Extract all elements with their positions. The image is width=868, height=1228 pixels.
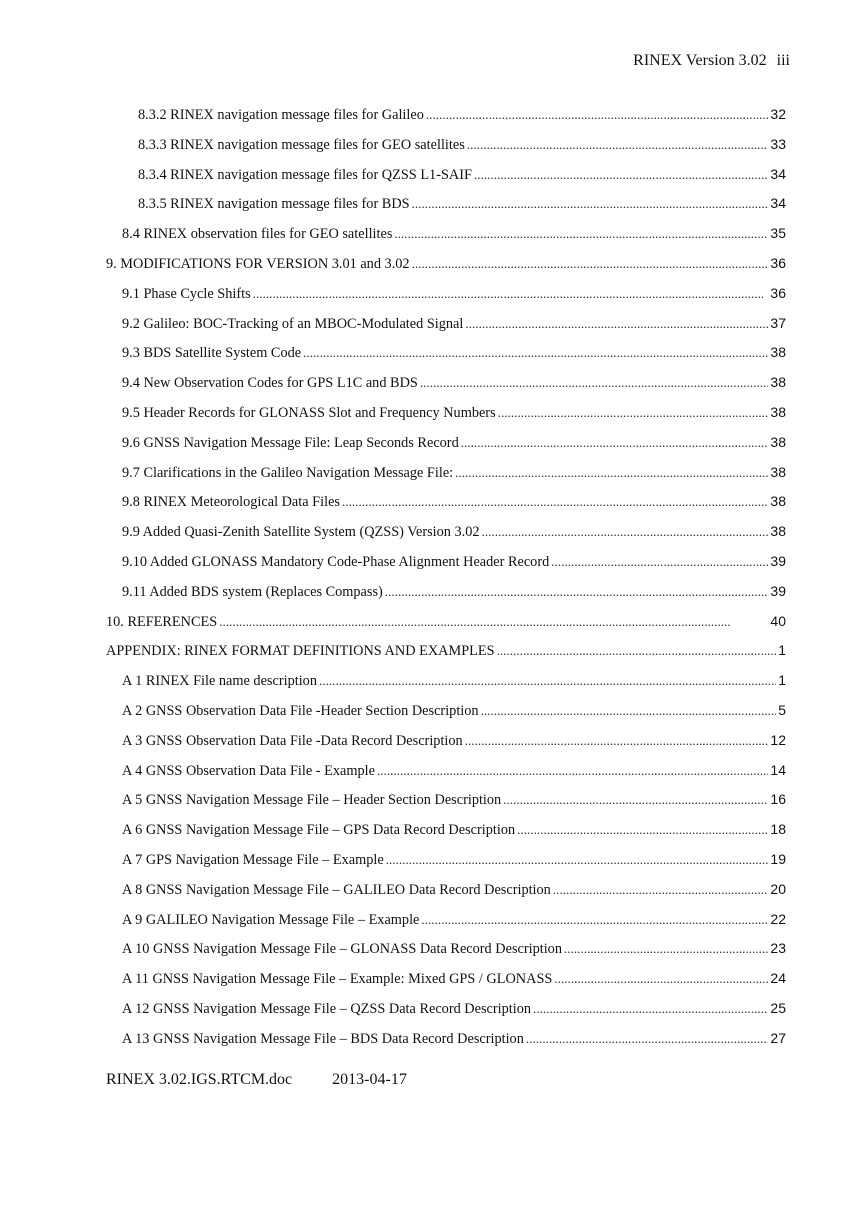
toc-leader-dots — [564, 941, 768, 958]
toc-entry-title: A 3 GNSS Observation Data File -Data Record Description — [122, 732, 463, 749]
toc-entry[interactable] — [106, 702, 786, 732]
toc-entry-title: A 11 GNSS Navigation Message File – Example: Mixed GPS / GLONASS — [122, 971, 553, 988]
toc-entry-page-number: 19 — [770, 850, 786, 867]
toc-leader-dots — [394, 226, 768, 243]
toc-entry-page-number: 22 — [770, 910, 786, 927]
toc-entry-title: A 8 GNSS Navigation Message File – GALILEO Data Record Description — [122, 881, 551, 898]
header-page-number: iii — [776, 52, 790, 69]
toc-leader-dots — [551, 554, 768, 571]
toc-leader-dots — [219, 614, 768, 631]
toc-leader-dots — [533, 1001, 768, 1018]
toc-entry[interactable] — [106, 464, 786, 494]
toc-entry-page-number: 39 — [770, 552, 786, 569]
toc-entry-page-number: 38 — [770, 523, 786, 540]
toc-entry[interactable] — [106, 1000, 786, 1030]
toc-entry[interactable] — [106, 553, 786, 583]
toc-entry-title: 9.7 Clarifications in the Galileo Navigation Message File: — [122, 464, 454, 481]
toc-entry[interactable] — [106, 940, 786, 970]
toc-entry-title: APPENDIX: RINEX FORMAT DEFINITIONS AND EXAMPLES — [106, 643, 495, 660]
toc-entry-page-number: 38 — [770, 433, 786, 450]
toc-entry-page-number: 18 — [770, 821, 786, 838]
toc-entry[interactable] — [106, 285, 786, 315]
toc-entry-page-number: 16 — [770, 791, 786, 808]
toc-entry-title: 9.6 GNSS Navigation Message File: Leap Seconds Record — [122, 434, 459, 451]
toc-entry[interactable] — [106, 613, 786, 643]
toc-leader-dots — [497, 643, 777, 660]
toc-entry-page-number: 27 — [770, 1029, 786, 1046]
toc-entry-title: 9.3 BDS Satellite System Code — [122, 345, 302, 362]
toc-entry-title: 9.9 Added Quasi-Zenith Satellite System (QZSS) Version 3.02 — [122, 524, 480, 541]
toc-entry-title: A 2 GNSS Observation Data File -Header Section Description — [122, 702, 479, 719]
toc-entry[interactable] — [106, 225, 786, 255]
toc-entry-page-number: 40 — [770, 612, 786, 629]
toc-entry[interactable] — [106, 762, 786, 792]
toc-entry-title: 9.4 New Observation Codes for GPS L1C and BDS — [122, 375, 418, 392]
toc-entry-title: 9.8 RINEX Meteorological Data Files — [122, 494, 340, 511]
toc-entry[interactable] — [106, 911, 786, 941]
toc-entry-title: 9.2 Galileo: BOC-Tracking of an MBOC-Modulated Signal — [122, 315, 464, 332]
toc-entry-page-number: 38 — [770, 403, 786, 420]
toc-entry-page-number: 39 — [770, 582, 786, 599]
toc-leader-dots — [461, 435, 769, 452]
toc-entry-page-number: 38 — [770, 493, 786, 510]
footer-filename: RINEX 3.02.IGS.RTCM.doc — [106, 1071, 293, 1088]
toc-entry-title: 9. MODIFICATIONS FOR VERSION 3.01 and 3.02 — [106, 255, 410, 272]
toc-entry[interactable] — [106, 493, 786, 523]
toc-entry[interactable] — [106, 434, 786, 464]
toc-entry[interactable] — [106, 106, 786, 136]
toc-entry-page-number: 33 — [770, 135, 786, 152]
toc-entry-title: 8.4 RINEX observation files for GEO satellites — [122, 226, 393, 243]
toc-entry-title: A 9 GALILEO Navigation Message File – Example — [122, 911, 420, 928]
toc-entry-page-number: 5 — [778, 701, 786, 718]
toc-entry-page-number: 24 — [770, 970, 786, 987]
toc-entry[interactable] — [106, 1030, 786, 1060]
toc-leader-dots — [554, 971, 768, 988]
toc-entry[interactable] — [106, 732, 786, 762]
toc-entry-page-number: 1 — [778, 672, 786, 689]
toc-entry-page-number: 37 — [770, 314, 786, 331]
toc-entry-title: 9.5 Header Records for GLONASS Slot and Frequency Numbers — [122, 404, 496, 421]
toc-leader-dots — [465, 733, 769, 750]
toc-entry-title: 8.3.2 RINEX navigation message files for Galileo — [138, 107, 424, 123]
toc-entry-title: 8.3.3 RINEX navigation message files for GEO satellites — [138, 136, 465, 153]
toc-entry-title: A 5 GNSS Navigation Message File – Header Section Description — [122, 792, 502, 809]
toc-leader-dots — [474, 167, 768, 184]
toc-entry-page-number: 25 — [770, 999, 786, 1016]
toc-entry-page-number: 38 — [770, 374, 786, 391]
toc-entry-title: 9.1 Phase Cycle Shifts — [122, 285, 251, 302]
toc-leader-dots — [386, 852, 769, 869]
toc-leader-dots — [412, 196, 769, 213]
toc-leader-dots — [342, 494, 768, 511]
toc-entry-title: A 12 GNSS Navigation Message File – QZSS Data Record Description — [122, 1000, 532, 1017]
table-of-contents — [106, 106, 786, 1060]
toc-entry-title: A 13 GNSS Navigation Message File – BDS Data Record Description — [122, 1030, 524, 1047]
toc-entry[interactable] — [106, 642, 786, 672]
toc-leader-dots — [482, 524, 769, 541]
toc-entry[interactable] — [106, 166, 786, 196]
footer-date: 2013-04-17 — [332, 1071, 407, 1088]
toc-entry[interactable] — [106, 791, 786, 821]
page-footer — [106, 1071, 407, 1089]
toc-leader-dots — [465, 316, 768, 333]
toc-entry-page-number: 36 — [770, 284, 786, 301]
toc-leader-dots — [553, 882, 769, 899]
toc-entry-page-number: 23 — [770, 940, 786, 957]
toc-entry-title: A 4 GNSS Observation Data File - Example — [122, 762, 375, 779]
toc-entry-title: 9.10 Added GLONASS Mandatory Code-Phase Alignment Header Record — [122, 553, 550, 570]
toc-entry-title: A 10 GNSS Navigation Message File – GLONASS Data Record Description — [122, 941, 562, 958]
toc-entry[interactable] — [106, 523, 786, 553]
page-header — [633, 52, 790, 70]
toc-entry[interactable] — [106, 970, 786, 1000]
toc-entry[interactable] — [106, 672, 786, 702]
toc-entry-title: 9.11 Added BDS system (Replaces Compass) — [122, 583, 383, 600]
toc-leader-dots — [455, 465, 768, 482]
toc-leader-dots — [498, 405, 769, 422]
toc-entry-page-number: 32 — [770, 106, 786, 122]
toc-leader-dots — [412, 256, 769, 273]
toc-leader-dots — [517, 822, 768, 839]
toc-entry[interactable] — [106, 821, 786, 851]
toc-leader-dots — [503, 792, 768, 809]
toc-entry-title: 8.3.4 RINEX navigation message files for QZSS L1-SAIF — [138, 166, 472, 183]
toc-leader-dots — [319, 673, 776, 690]
toc-leader-dots — [481, 703, 777, 720]
header-title: RINEX Version 3.02 — [633, 52, 767, 69]
toc-leader-dots — [526, 1031, 769, 1048]
toc-entry-title: A 7 GPS Navigation Message File – Example — [122, 851, 384, 868]
toc-entry-page-number: 12 — [770, 731, 786, 748]
toc-entry[interactable] — [106, 315, 786, 345]
toc-leader-dots — [253, 286, 769, 303]
toc-entry[interactable] — [106, 404, 786, 434]
toc-entry-page-number: 1 — [778, 642, 786, 659]
toc-entry[interactable] — [106, 374, 786, 404]
toc-entry[interactable] — [106, 881, 786, 911]
toc-entry-title: A 1 RINEX File name description — [122, 673, 317, 690]
toc-leader-dots — [303, 345, 768, 362]
toc-leader-dots — [420, 375, 769, 392]
toc-entry[interactable] — [106, 195, 786, 225]
toc-entry-title: 8.3.5 RINEX navigation message files for BDS — [138, 196, 410, 213]
toc-leader-dots — [377, 763, 768, 780]
toc-entry-page-number: 34 — [770, 195, 786, 212]
toc-entry-page-number: 38 — [770, 344, 786, 361]
toc-entry[interactable] — [106, 136, 786, 166]
toc-leader-dots — [421, 912, 768, 929]
toc-entry[interactable] — [106, 583, 786, 613]
toc-entry-page-number: 20 — [770, 880, 786, 897]
toc-entry-page-number: 38 — [770, 463, 786, 480]
toc-entry-page-number: 14 — [770, 761, 786, 778]
toc-leader-dots — [426, 107, 769, 124]
toc-entry-page-number: 34 — [770, 165, 786, 182]
toc-leader-dots — [385, 584, 769, 601]
toc-entry[interactable] — [106, 344, 786, 374]
toc-entry-page-number: 35 — [770, 225, 786, 242]
toc-entry-page-number: 36 — [770, 254, 786, 271]
toc-leader-dots — [467, 137, 769, 154]
toc-entry-title: A 6 GNSS Navigation Message File – GPS Data Record Description — [122, 822, 516, 839]
toc-entry[interactable] — [106, 255, 786, 285]
toc-entry[interactable] — [106, 851, 786, 881]
toc-entry-title: 10. REFERENCES — [106, 613, 218, 630]
